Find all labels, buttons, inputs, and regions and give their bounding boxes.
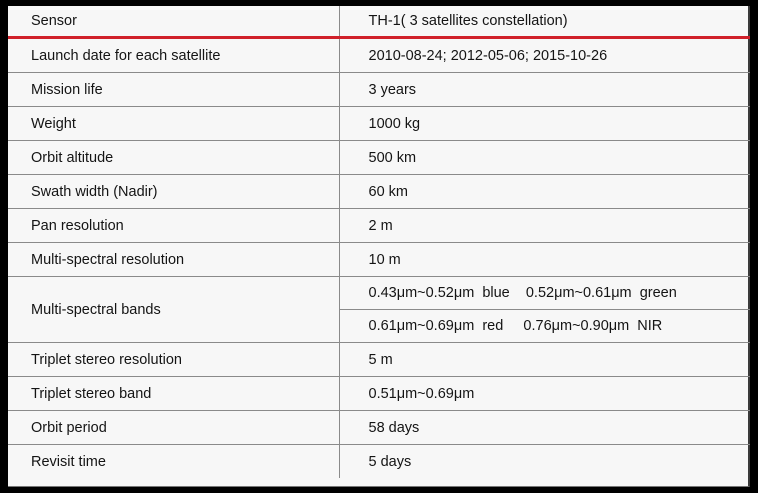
row-value: 3 years	[339, 73, 750, 107]
row-value-bands-2: 0.61μm~0.69μm red 0.76μm~0.90μm NIR	[339, 310, 750, 343]
row-value: 10 m	[339, 243, 750, 277]
row-label: Weight	[8, 107, 339, 141]
row-value: 1000 kg	[339, 107, 750, 141]
table-row	[8, 73, 750, 107]
satellite-spec-table	[8, 6, 750, 478]
table-header-row	[8, 6, 750, 38]
row-label: Pan resolution	[8, 209, 339, 243]
row-value: 58 days	[339, 411, 750, 445]
row-value: 500 km	[339, 141, 750, 175]
table-row	[8, 107, 750, 141]
table-row	[8, 377, 750, 411]
table-row	[8, 38, 750, 73]
table-row	[8, 445, 750, 479]
row-label: Launch date for each satellite	[8, 38, 339, 73]
spec-sheet	[8, 6, 750, 487]
table-row	[8, 243, 750, 277]
row-value: 2 m	[339, 209, 750, 243]
row-label: Swath width (Nadir)	[8, 175, 339, 209]
row-value: 60 km	[339, 175, 750, 209]
row-label: Triplet stereo resolution	[8, 343, 339, 377]
row-value-bands-1: 0.43μm~0.52μm blue 0.52μm~0.61μm green	[339, 277, 750, 310]
table-row	[8, 411, 750, 445]
row-value: 5 m	[339, 343, 750, 377]
row-label: Mission life	[8, 73, 339, 107]
row-label: Multi-spectral resolution	[8, 243, 339, 277]
row-label: Multi-spectral bands	[8, 277, 339, 343]
header-value: TH-1( 3 satellites constellation)	[339, 6, 750, 38]
row-label: Revisit time	[8, 445, 339, 479]
table-row	[8, 175, 750, 209]
row-value: 0.51μm~0.69μm	[339, 377, 750, 411]
row-label: Orbit period	[8, 411, 339, 445]
table-row	[8, 141, 750, 175]
row-label: Orbit altitude	[8, 141, 339, 175]
table-row	[8, 277, 750, 310]
table-row	[8, 209, 750, 243]
row-value: 5 days	[368, 453, 412, 470]
row-value: 2010-08-24; 2012-05-06; 2015-10-26	[339, 38, 750, 73]
header-label: Sensor	[8, 6, 339, 38]
row-label: Triplet stereo band	[8, 377, 339, 411]
table-row	[8, 343, 750, 377]
